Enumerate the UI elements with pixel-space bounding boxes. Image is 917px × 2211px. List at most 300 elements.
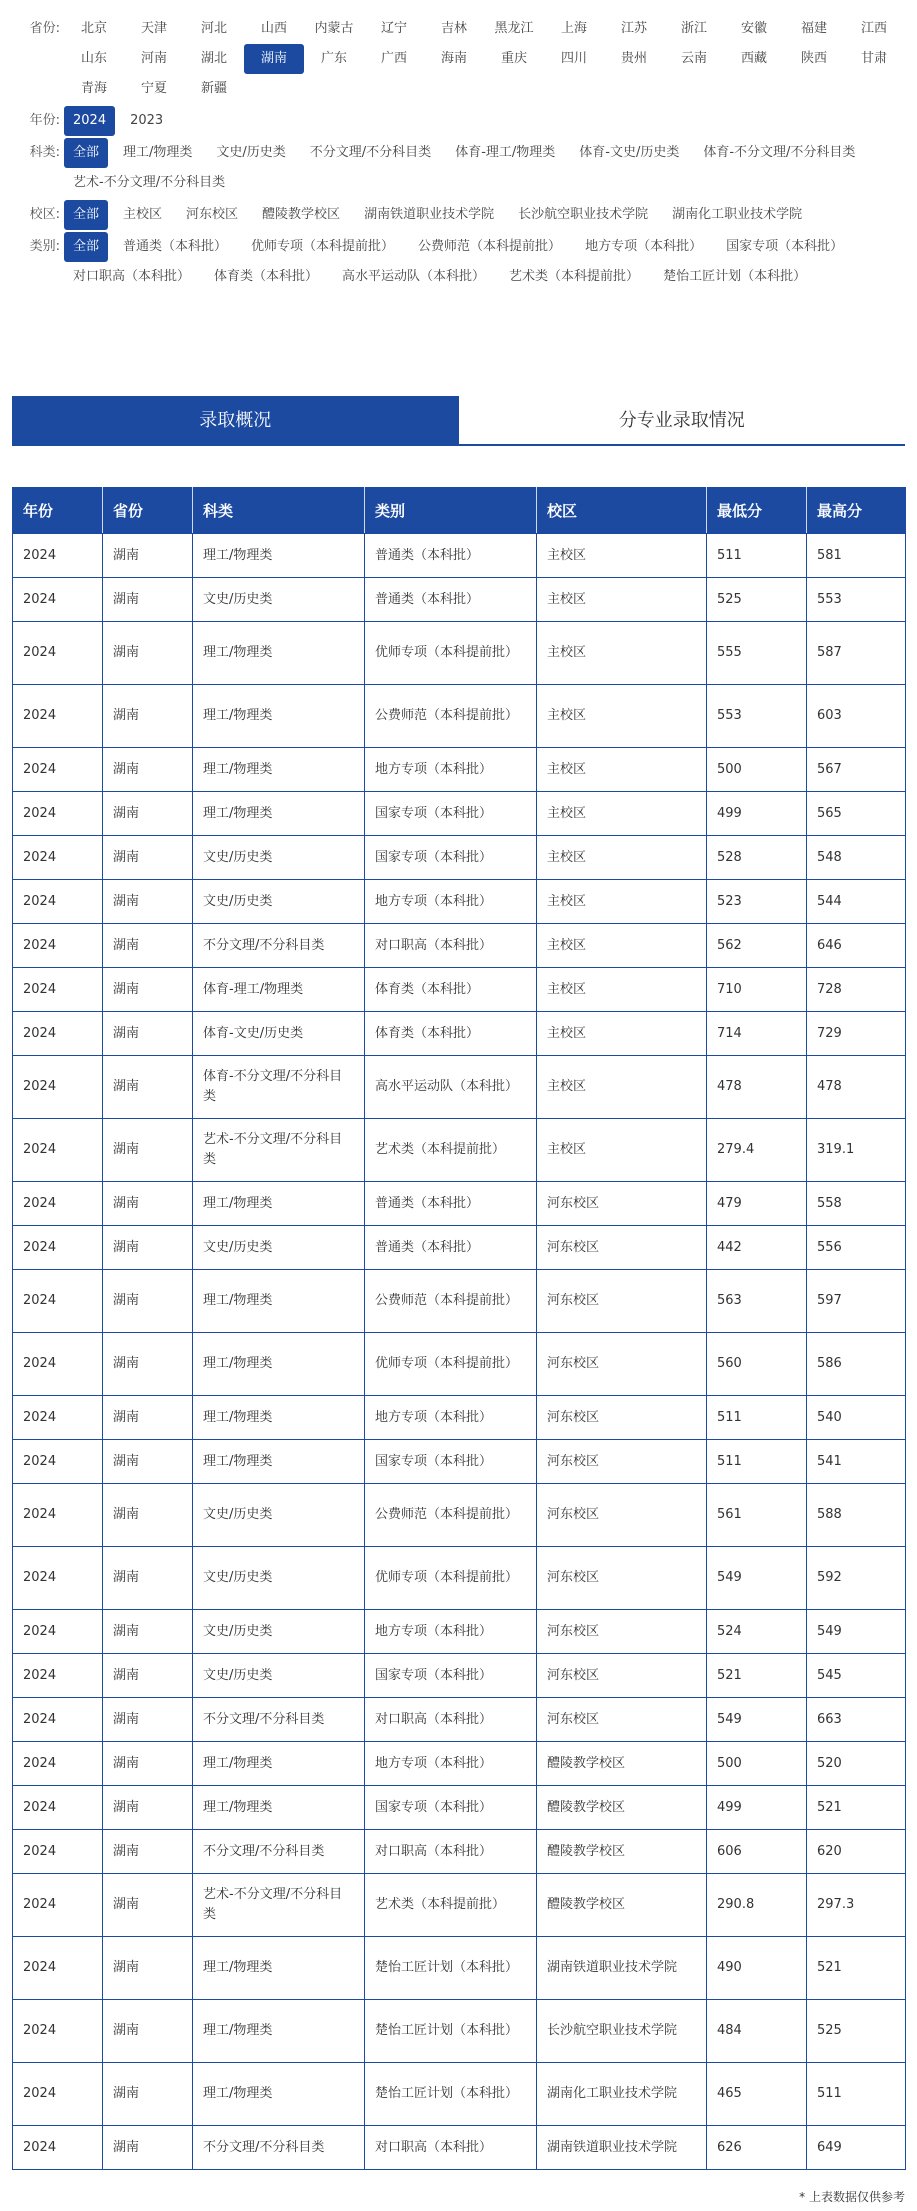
province-cell: 湖南 (103, 2126, 193, 2170)
province-option[interactable]: 湖南 (244, 44, 304, 74)
max-score-cell: 646 (807, 924, 906, 968)
table-body (13, 534, 906, 2170)
year-cell: 2024 (13, 2126, 103, 2170)
province-cell: 湖南 (103, 1786, 193, 1830)
year-cell: 2024 (13, 1610, 103, 1654)
max-score-cell: 545 (807, 1654, 906, 1698)
province-cell: 湖南 (103, 792, 193, 836)
max-score-cell: 592 (807, 1547, 906, 1610)
category-option[interactable]: 地方专项（本科批） (585, 239, 703, 254)
campus-cell: 河东校区 (537, 1226, 707, 1270)
min-score-cell: 523 (707, 880, 807, 924)
category-cell: 楚怡工匠计划（本科批） (365, 1937, 537, 2000)
min-score-cell: 710 (707, 968, 807, 1012)
max-score-cell: 540 (807, 1396, 906, 1440)
min-score-cell: 562 (707, 924, 807, 968)
year-cell: 2024 (13, 1830, 103, 1874)
category-cell: 优师专项（本科提前批） (365, 622, 537, 685)
subject-cell: 理工/物理类 (193, 534, 365, 578)
min-score-cell: 290.8 (707, 1874, 807, 1937)
province-option[interactable]: 宁夏 (140, 81, 167, 96)
result-tabs (12, 396, 905, 446)
subject-option[interactable]: 不分文理/不分科目类 (309, 145, 432, 160)
subject-cell: 文史/历史类 (193, 1484, 365, 1547)
min-score-cell: 479 (707, 1182, 807, 1226)
year-cell: 2024 (13, 792, 103, 836)
table-row (13, 1654, 906, 1698)
province-option[interactable]: 内蒙古 (314, 21, 354, 36)
column-header: 科类 (193, 488, 365, 534)
max-score-cell: 663 (807, 1698, 906, 1742)
category-cell: 地方专项（本科批） (365, 748, 537, 792)
table-row (13, 1396, 906, 1440)
max-score-cell: 541 (807, 1440, 906, 1484)
province-cell: 湖南 (103, 1654, 193, 1698)
year-cell: 2024 (13, 1484, 103, 1547)
year-cell: 2024 (13, 1874, 103, 1937)
province-cell: 湖南 (103, 968, 193, 1012)
category-option[interactable]: 全部 (64, 232, 108, 262)
category-cell: 对口职高（本科批） (365, 924, 537, 968)
campus-cell: 主校区 (537, 622, 707, 685)
column-header: 年份 (13, 488, 103, 534)
category-cell: 对口职高（本科批） (365, 2126, 537, 2170)
category-cell: 国家专项（本科批） (365, 1786, 537, 1830)
category-option[interactable]: 国家专项（本科批） (726, 239, 844, 254)
campus-cell: 河东校区 (537, 1396, 707, 1440)
table-row (13, 1742, 906, 1786)
category-cell: 地方专项（本科批） (365, 1396, 537, 1440)
table-row (13, 2063, 906, 2126)
table-row (13, 1937, 906, 2000)
min-score-cell: 500 (707, 1742, 807, 1786)
campus-cell: 主校区 (537, 792, 707, 836)
min-score-cell: 549 (707, 1547, 807, 1610)
campus-cell: 湖南铁道职业技术学院 (537, 1937, 707, 2000)
category-cell: 艺术类（本科提前批） (365, 1874, 537, 1937)
province-cell: 湖南 (103, 1937, 193, 2000)
province-option[interactable]: 四川 (560, 51, 587, 66)
year-cell: 2024 (13, 968, 103, 1012)
category-cell: 国家专项（本科批） (365, 1654, 537, 1698)
filter-panel (0, 14, 917, 294)
min-score-cell: 499 (707, 792, 807, 836)
category-cell: 公费师范（本科提前批） (365, 685, 537, 748)
max-score-cell: 553 (807, 578, 906, 622)
min-score-cell: 525 (707, 578, 807, 622)
max-score-cell: 581 (807, 534, 906, 578)
min-score-cell: 563 (707, 1270, 807, 1333)
min-score-cell: 511 (707, 1440, 807, 1484)
category-cell: 高水平运动队（本科批） (365, 1056, 537, 1119)
campus-option[interactable]: 湖南化工职业技术学院 (672, 207, 803, 222)
min-score-cell: 714 (707, 1012, 807, 1056)
province-cell: 湖南 (103, 2063, 193, 2126)
campus-cell: 醴陵教学校区 (537, 1830, 707, 1874)
subject-cell: 理工/物理类 (193, 1182, 365, 1226)
max-score-cell: 649 (807, 2126, 906, 2170)
table-row (13, 622, 906, 685)
province-cell: 湖南 (103, 1226, 193, 1270)
year-cell: 2024 (13, 1547, 103, 1610)
table-row (13, 1056, 906, 1119)
subject-cell: 体育-文史/历史类 (193, 1012, 365, 1056)
subject-cell: 理工/物理类 (193, 622, 365, 685)
subject-cell: 文史/历史类 (193, 1547, 365, 1610)
data-disclaimer: * 上表数据仅供参考 (799, 2190, 905, 2204)
subject-option[interactable]: 艺术-不分文理/不分科目类 (73, 175, 226, 190)
subject-cell: 理工/物理类 (193, 685, 365, 748)
min-score-cell: 561 (707, 1484, 807, 1547)
min-score-cell: 553 (707, 685, 807, 748)
category-cell: 公费师范（本科提前批） (365, 1270, 537, 1333)
category-options (64, 232, 917, 292)
category-filter-label: 类别: (29, 239, 60, 254)
table-row (13, 1182, 906, 1226)
province-cell: 湖南 (103, 1698, 193, 1742)
province-cell: 湖南 (103, 1484, 193, 1547)
year-cell: 2024 (13, 1440, 103, 1484)
campus-cell: 河东校区 (537, 1610, 707, 1654)
tab-major-admission[interactable]: 分专业录取情况 (618, 410, 745, 431)
campus-cell: 湖南化工职业技术学院 (537, 2063, 707, 2126)
campus-cell: 主校区 (537, 534, 707, 578)
province-cell: 湖南 (103, 578, 193, 622)
table-row (13, 685, 906, 748)
table-row (13, 578, 906, 622)
subject-filter-label: 科类: (29, 145, 60, 160)
table-header-row (13, 488, 906, 534)
province-option[interactable]: 天津 (140, 21, 167, 36)
campus-cell: 主校区 (537, 578, 707, 622)
province-cell: 湖南 (103, 1610, 193, 1654)
year-cell: 2024 (13, 2063, 103, 2126)
province-cell: 湖南 (103, 1830, 193, 1874)
table-row (13, 836, 906, 880)
subject-option[interactable]: 体育-理工/物理类 (455, 145, 556, 160)
subject-cell: 文史/历史类 (193, 1654, 365, 1698)
campus-cell: 河东校区 (537, 1440, 707, 1484)
table-row (13, 1830, 906, 1874)
year-cell: 2024 (13, 1012, 103, 1056)
subject-cell: 艺术-不分文理/不分科目类 (193, 1119, 365, 1182)
category-cell: 国家专项（本科批） (365, 836, 537, 880)
province-cell: 湖南 (103, 1182, 193, 1226)
table-row (13, 1333, 906, 1396)
year-cell: 2024 (13, 836, 103, 880)
province-option[interactable]: 北京 (80, 21, 107, 36)
province-options (64, 14, 917, 104)
year-filter-label: 年份: (29, 113, 60, 128)
campus-cell: 长沙航空职业技术学院 (537, 2000, 707, 2063)
category-option[interactable]: 普通类（本科批） (123, 239, 228, 254)
category-option[interactable]: 楚怡工匠计划（本科批） (663, 269, 807, 284)
campus-cell: 醴陵教学校区 (537, 1786, 707, 1830)
max-score-cell: 297.3 (807, 1874, 906, 1937)
subject-cell: 理工/物理类 (193, 748, 365, 792)
max-score-cell: 728 (807, 968, 906, 1012)
category-option[interactable]: 艺术类（本科提前批） (509, 269, 640, 284)
table-row (13, 1610, 906, 1654)
subject-cell: 理工/物理类 (193, 792, 365, 836)
province-option[interactable]: 山东 (80, 51, 107, 66)
category-cell: 体育类（本科批） (365, 1012, 537, 1056)
province-option[interactable]: 吉林 (440, 21, 467, 36)
table-row (13, 534, 906, 578)
year-cell: 2024 (13, 1786, 103, 1830)
province-option[interactable]: 安徽 (740, 21, 767, 36)
category-cell: 国家专项（本科批） (365, 1440, 537, 1484)
year-cell: 2024 (13, 1333, 103, 1396)
min-score-cell: 626 (707, 2126, 807, 2170)
campus-cell: 主校区 (537, 968, 707, 1012)
table-row (13, 1786, 906, 1830)
max-score-cell: 729 (807, 1012, 906, 1056)
min-score-cell: 549 (707, 1698, 807, 1742)
province-cell: 湖南 (103, 1396, 193, 1440)
category-filter-row (0, 232, 917, 292)
subject-option[interactable]: 体育-不分文理/不分科目类 (703, 145, 856, 160)
subject-cell: 文史/历史类 (193, 880, 365, 924)
province-option[interactable]: 浙江 (680, 21, 707, 36)
province-cell: 湖南 (103, 534, 193, 578)
campus-cell: 主校区 (537, 1119, 707, 1182)
category-option[interactable]: 对口职高（本科批） (73, 269, 191, 284)
campus-cell: 主校区 (537, 685, 707, 748)
year-cell: 2024 (13, 748, 103, 792)
category-cell: 体育类（本科批） (365, 968, 537, 1012)
province-option[interactable]: 上海 (560, 21, 587, 36)
campus-option[interactable]: 河东校区 (186, 207, 239, 222)
subject-cell: 理工/物理类 (193, 1786, 365, 1830)
province-cell: 湖南 (103, 924, 193, 968)
year-cell: 2024 (13, 924, 103, 968)
province-option[interactable]: 江苏 (620, 21, 647, 36)
subject-cell: 理工/物理类 (193, 1440, 365, 1484)
province-option[interactable]: 福建 (800, 21, 827, 36)
subject-cell: 理工/物理类 (193, 1333, 365, 1396)
max-score-cell: 520 (807, 1742, 906, 1786)
subject-cell: 不分文理/不分科目类 (193, 2126, 365, 2170)
province-option[interactable]: 湖北 (200, 51, 227, 66)
year-cell: 2024 (13, 880, 103, 924)
subject-cell: 理工/物理类 (193, 2000, 365, 2063)
subject-option[interactable]: 文史/历史类 (216, 145, 286, 160)
max-score-cell: 549 (807, 1610, 906, 1654)
min-score-cell: 511 (707, 1396, 807, 1440)
subject-cell: 文史/历史类 (193, 1610, 365, 1654)
province-cell: 湖南 (103, 836, 193, 880)
category-cell: 普通类（本科批） (365, 1226, 537, 1270)
subject-cell: 文史/历史类 (193, 836, 365, 880)
campus-cell: 河东校区 (537, 1484, 707, 1547)
max-score-cell: 544 (807, 880, 906, 924)
province-cell: 湖南 (103, 1440, 193, 1484)
subject-cell: 不分文理/不分科目类 (193, 1698, 365, 1742)
subject-cell: 理工/物理类 (193, 1742, 365, 1786)
province-option[interactable]: 重庆 (500, 51, 527, 66)
category-cell: 普通类（本科批） (365, 578, 537, 622)
year-cell: 2024 (13, 1056, 103, 1119)
campus-option[interactable]: 主校区 (123, 207, 163, 222)
min-score-cell: 524 (707, 1610, 807, 1654)
year-cell: 2024 (13, 1654, 103, 1698)
year-cell: 2024 (13, 2000, 103, 2063)
year-cell: 2024 (13, 1937, 103, 2000)
category-cell: 优师专项（本科提前批） (365, 1333, 537, 1396)
year-cell: 2024 (13, 622, 103, 685)
max-score-cell: 587 (807, 622, 906, 685)
max-score-cell: 525 (807, 2000, 906, 2063)
year-options (64, 106, 917, 136)
category-cell: 地方专项（本科批） (365, 1742, 537, 1786)
max-score-cell: 565 (807, 792, 906, 836)
max-score-cell: 558 (807, 1182, 906, 1226)
province-filter-row (0, 14, 917, 104)
column-header: 省份 (103, 488, 193, 534)
subject-cell: 理工/物理类 (193, 1937, 365, 2000)
province-option[interactable]: 贵州 (620, 51, 647, 66)
province-option[interactable]: 河南 (140, 51, 167, 66)
category-cell: 对口职高（本科批） (365, 1830, 537, 1874)
year-cell: 2024 (13, 1182, 103, 1226)
subject-option[interactable]: 体育-文史/历史类 (579, 145, 680, 160)
province-option[interactable]: 西藏 (740, 51, 767, 66)
table-row (13, 1440, 906, 1484)
category-cell: 地方专项（本科批） (365, 880, 537, 924)
max-score-cell: 478 (807, 1056, 906, 1119)
column-header: 校区 (537, 488, 707, 534)
subject-option[interactable]: 全部 (64, 138, 108, 168)
province-option[interactable]: 广东 (320, 51, 347, 66)
max-score-cell: 586 (807, 1333, 906, 1396)
max-score-cell: 620 (807, 1830, 906, 1874)
min-score-cell: 560 (707, 1333, 807, 1396)
min-score-cell: 465 (707, 2063, 807, 2126)
table-row (13, 880, 906, 924)
campus-cell: 湖南铁道职业技术学院 (537, 2126, 707, 2170)
campus-cell: 河东校区 (537, 1333, 707, 1396)
category-cell: 楚怡工匠计划（本科批） (365, 2063, 537, 2126)
table-row (13, 1484, 906, 1547)
year-cell: 2024 (13, 534, 103, 578)
campus-cell: 主校区 (537, 1012, 707, 1056)
campus-option[interactable]: 醴陵教学校区 (262, 207, 341, 222)
max-score-cell: 319.1 (807, 1119, 906, 1182)
year-cell: 2024 (13, 1396, 103, 1440)
subject-cell: 理工/物理类 (193, 2063, 365, 2126)
campus-option[interactable]: 全部 (64, 200, 108, 230)
table-row (13, 1874, 906, 1937)
column-header: 最低分 (707, 488, 807, 534)
min-score-cell: 484 (707, 2000, 807, 2063)
year-option[interactable]: 2023 (130, 113, 164, 128)
province-cell: 湖南 (103, 880, 193, 924)
campus-filter-label: 校区: (29, 207, 60, 222)
campus-option[interactable]: 湖南铁道职业技术学院 (364, 207, 495, 222)
year-cell: 2024 (13, 1119, 103, 1182)
province-option[interactable]: 广西 (380, 51, 407, 66)
province-option[interactable]: 辽宁 (380, 21, 407, 36)
max-score-cell: 521 (807, 1937, 906, 2000)
year-cell: 2024 (13, 1270, 103, 1333)
category-cell: 楚怡工匠计划（本科批） (365, 2000, 537, 2063)
table-row (13, 1698, 906, 1742)
subject-cell: 文史/历史类 (193, 578, 365, 622)
campus-cell: 河东校区 (537, 1547, 707, 1610)
province-cell: 湖南 (103, 1333, 193, 1396)
province-option[interactable]: 河北 (200, 21, 227, 36)
province-option[interactable]: 黑龙江 (494, 21, 534, 36)
category-cell: 普通类（本科批） (365, 1182, 537, 1226)
year-cell: 2024 (13, 578, 103, 622)
campus-option[interactable]: 长沙航空职业技术学院 (518, 207, 649, 222)
category-cell: 公费师范（本科提前批） (365, 1484, 537, 1547)
year-cell: 2024 (13, 1698, 103, 1742)
category-cell: 国家专项（本科批） (365, 792, 537, 836)
campus-cell: 主校区 (537, 1056, 707, 1119)
category-option[interactable]: 公费师范（本科提前批） (418, 239, 562, 254)
campus-filter-row (0, 200, 917, 230)
table-row (13, 792, 906, 836)
campus-cell: 河东校区 (537, 1698, 707, 1742)
province-cell: 湖南 (103, 2000, 193, 2063)
campus-cell: 河东校区 (537, 1182, 707, 1226)
province-option[interactable]: 海南 (440, 51, 467, 66)
category-option[interactable]: 优师专项（本科提前批） (251, 239, 395, 254)
min-score-cell: 511 (707, 534, 807, 578)
category-cell: 对口职高（本科批） (365, 1698, 537, 1742)
category-cell: 地方专项（本科批） (365, 1610, 537, 1654)
campus-cell: 醴陵教学校区 (537, 1742, 707, 1786)
province-option[interactable]: 山西 (260, 21, 287, 36)
province-option[interactable]: 青海 (80, 81, 107, 96)
subject-cell: 体育-不分文理/不分科目类 (193, 1056, 365, 1119)
year-cell: 2024 (13, 1226, 103, 1270)
max-score-cell: 588 (807, 1484, 906, 1547)
province-option[interactable]: 陕西 (800, 51, 827, 66)
category-option[interactable]: 体育类（本科批） (214, 269, 319, 284)
category-option[interactable]: 高水平运动队（本科批） (342, 269, 486, 284)
province-option[interactable]: 江西 (860, 21, 887, 36)
subject-filter-row (0, 138, 917, 198)
campus-cell: 主校区 (537, 836, 707, 880)
province-option[interactable]: 甘肃 (860, 51, 887, 66)
table-row (13, 2126, 906, 2170)
subject-cell: 体育-理工/物理类 (193, 968, 365, 1012)
table-row (13, 1119, 906, 1182)
tab-admission-overview[interactable]: 录取概况 (12, 396, 459, 444)
subject-cell: 文史/历史类 (193, 1226, 365, 1270)
year-filter-row (0, 106, 917, 136)
year-option[interactable]: 2024 (64, 106, 115, 136)
province-option[interactable]: 云南 (680, 51, 707, 66)
category-cell: 艺术类（本科提前批） (365, 1119, 537, 1182)
table-row (13, 1012, 906, 1056)
category-cell: 普通类（本科批） (365, 534, 537, 578)
subject-options (64, 138, 917, 198)
subject-cell: 艺术-不分文理/不分科目类 (193, 1874, 365, 1937)
province-option[interactable]: 新疆 (200, 81, 227, 96)
year-cell: 2024 (13, 1742, 103, 1786)
min-score-cell: 555 (707, 622, 807, 685)
max-score-cell: 521 (807, 1786, 906, 1830)
province-cell: 湖南 (103, 1270, 193, 1333)
subject-option[interactable]: 理工/物理类 (123, 145, 193, 160)
table-row (13, 2000, 906, 2063)
subject-cell: 理工/物理类 (193, 1270, 365, 1333)
table-row (13, 1547, 906, 1610)
